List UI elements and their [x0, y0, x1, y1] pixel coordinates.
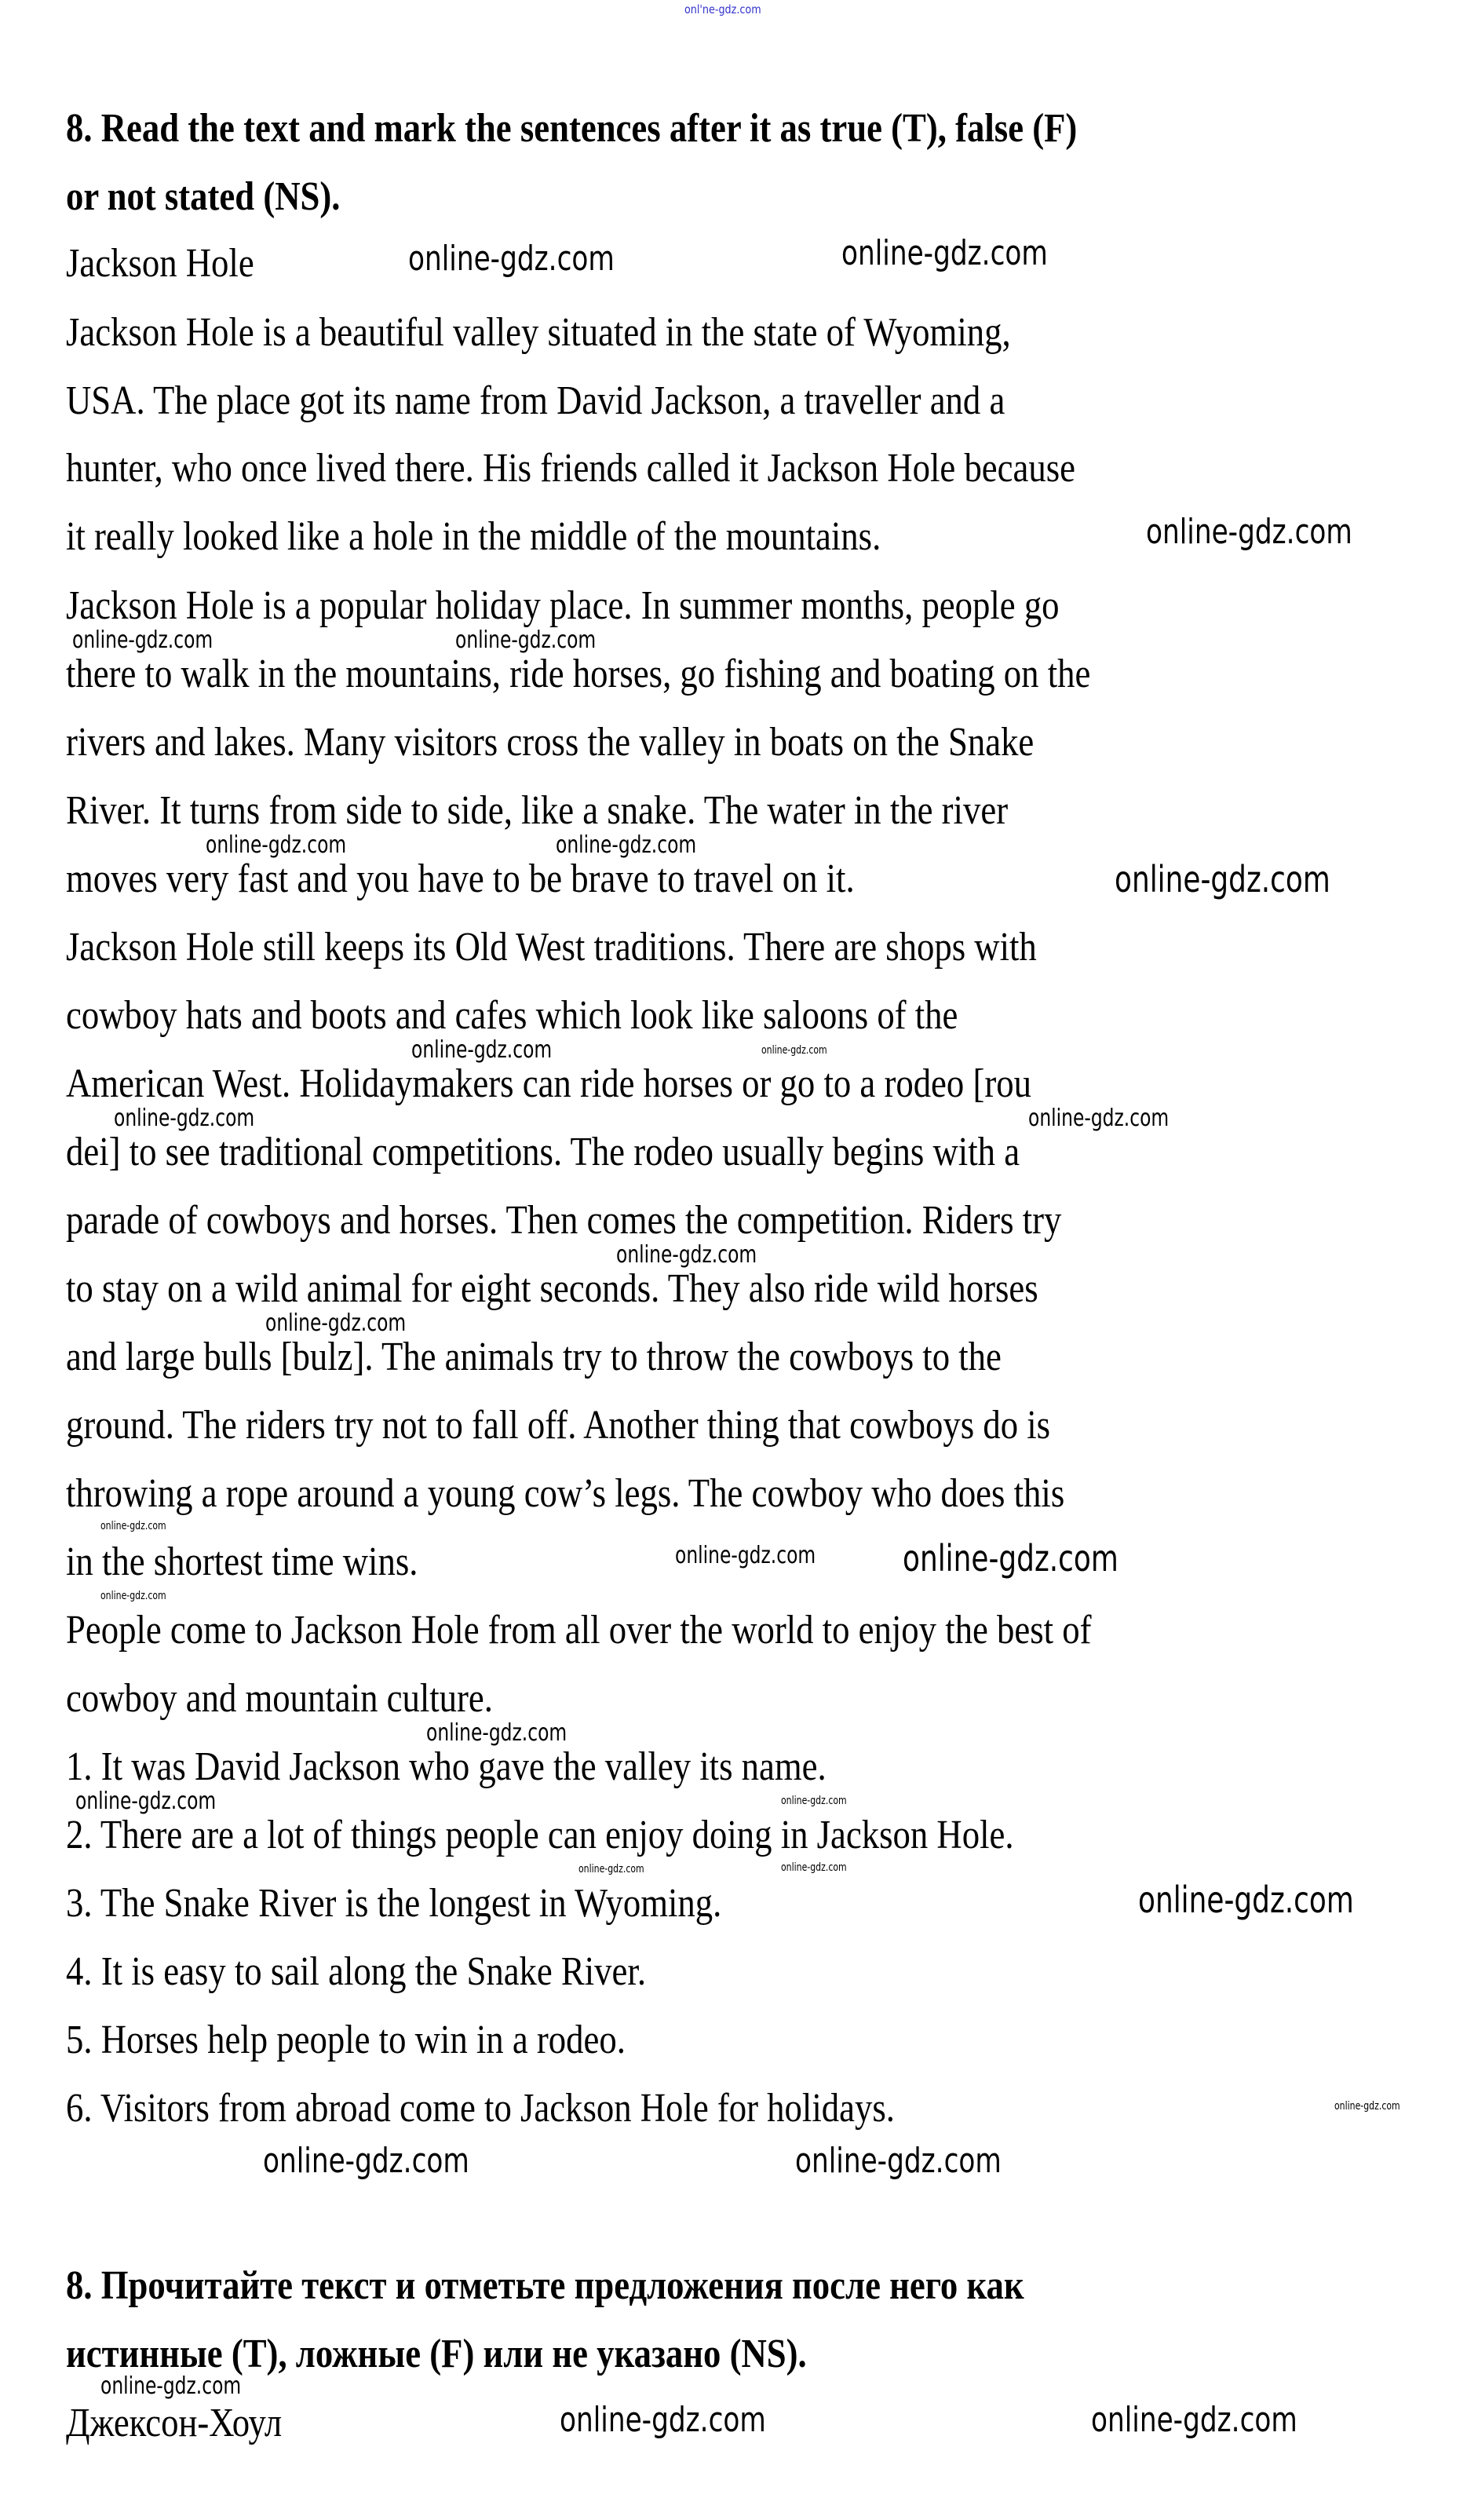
watermark: online-gdz.com	[1028, 1105, 1170, 1132]
header-watermark: onl'ne-gdz.com	[684, 2, 761, 16]
watermark: online-gdz.com	[556, 831, 697, 859]
watermark: online-gdz.com	[1138, 1879, 1354, 1921]
text-line: moves very fast and you have to be brave to travel on it.	[66, 856, 855, 901]
watermark: online-gdz.com	[616, 1241, 757, 1269]
watermark: online-gdz.com	[560, 2400, 766, 2440]
text-line: dei] to see traditional competitions. The rodeo usually begins with a	[66, 1130, 1020, 1174]
text-line: hunter, who once lived there. His friends called it Jackson Hole because	[66, 446, 1075, 491]
watermark: online-gdz.com	[841, 233, 1048, 273]
watermark: online-gdz.com	[265, 1309, 407, 1337]
watermark: online-gdz.com	[781, 1861, 847, 1874]
text-line: in the shortest time wins.	[66, 1539, 418, 1584]
statement-item: 3. The Snake River is the longest in Wyoming.	[66, 1881, 722, 1926]
watermark: online-gdz.com	[1334, 2100, 1400, 2113]
watermark: online-gdz.com	[206, 831, 347, 859]
watermark: online-gdz.com	[263, 2141, 469, 2181]
text-line: rivers and lakes. Many visitors cross the valley in boats on the Snake	[66, 720, 1035, 765]
watermark: online-gdz.com	[455, 626, 597, 654]
text-line: it really looked like a hole in the middle of the mountains.	[66, 514, 881, 559]
watermark: online-gdz.com	[75, 1788, 217, 1815]
text-line: parade of cowboys and horses. Then comes the competition. Riders try	[66, 1198, 1062, 1243]
text-line: ground. The riders try not to fall off. Another thing that cowboys do is	[66, 1403, 1051, 1448]
watermark: online-gdz.com	[114, 1105, 255, 1132]
watermark: online-gdz.com	[411, 1036, 553, 1064]
text-line: throwing a rope around a young cow’s legs. The cowboy who does this	[66, 1471, 1065, 1516]
watermark: online-gdz.com	[903, 1537, 1118, 1580]
watermark: online-gdz.com	[100, 2372, 242, 2400]
text-line: Jackson Hole is a beautiful valley situated in the state of Wyoming,	[66, 310, 1011, 355]
watermark: online-gdz.com	[100, 1590, 166, 1602]
text-title-ru: Джексон-Хоул	[66, 2401, 283, 2445]
statement-item: 6. Visitors from abroad come to Jackson Hole for holidays.	[66, 2086, 895, 2131]
text-line: River. It turns from side to side, like a snake. The water in the river	[66, 788, 1009, 833]
task-ru-title-line-2: истинные (T), ложные (F) или не указано (NS).	[66, 2332, 807, 2376]
watermark: online-gdz.com	[578, 1863, 644, 1875]
watermark: online-gdz.com	[1146, 512, 1352, 552]
text-line: cowboy and mountain culture.	[66, 1676, 493, 1721]
watermark: online-gdz.com	[761, 1044, 827, 1057]
text-line: People come to Jackson Hole from all over the world to enjoy the best of	[66, 1608, 1092, 1653]
task-title-line-2: or not stated (NS).	[66, 174, 341, 219]
text-line: Jackson Hole still keeps its Old West traditions. There are shops with	[66, 925, 1037, 970]
statement-item: 5. Horses help people to win in a rodeo.	[66, 2018, 626, 2062]
watermark: online-gdz.com	[100, 1520, 166, 1532]
text-line: cowboy hats and boots and cafes which look like saloons of the	[66, 993, 958, 1038]
watermark: online-gdz.com	[675, 1542, 816, 1569]
text-line: and large bulls [bulz]. The animals try to throw the cowboys to the	[66, 1335, 1002, 1379]
text-line: to stay on a wild animal for eight seconds. They also ride wild horses	[66, 1266, 1038, 1311]
watermark: online-gdz.com	[1115, 858, 1330, 900]
watermark: online-gdz.com	[795, 2141, 1002, 2181]
text-line: Jackson Hole is a popular holiday place. In summer months, people go	[66, 583, 1060, 628]
watermark: online-gdz.com	[72, 626, 213, 654]
task-title-line-1: 8. Read the text and mark the sentences after it as true (T), false (F)	[66, 106, 1078, 151]
statement-item: 2. There are a lot of things people can enjoy doing in Jackson Hole.	[66, 1813, 1014, 1857]
task-ru-title-line-1: 8. Прочитайте текст и отметьте предложения после него как	[66, 2263, 1024, 2308]
statement-item: 1. It was David Jackson who gave the valley its name.	[66, 1744, 827, 1789]
statement-item: 4. It is easy to sail along the Snake River.	[66, 1949, 646, 1994]
text-title: Jackson Hole	[66, 241, 254, 286]
text-line: American West. Holidaymakers can ride horses or go to a rodeo [rou	[66, 1061, 1031, 1106]
text-line: USA. The place got its name from David Jackson, a traveller and a	[66, 378, 1005, 423]
text-line: there to walk in the mountains, ride horses, go fishing and boating on the	[66, 652, 1091, 696]
watermark: online-gdz.com	[781, 1795, 847, 1807]
watermark: online-gdz.com	[426, 1719, 567, 1747]
watermark: online-gdz.com	[408, 239, 615, 279]
watermark: online-gdz.com	[1091, 2400, 1297, 2440]
